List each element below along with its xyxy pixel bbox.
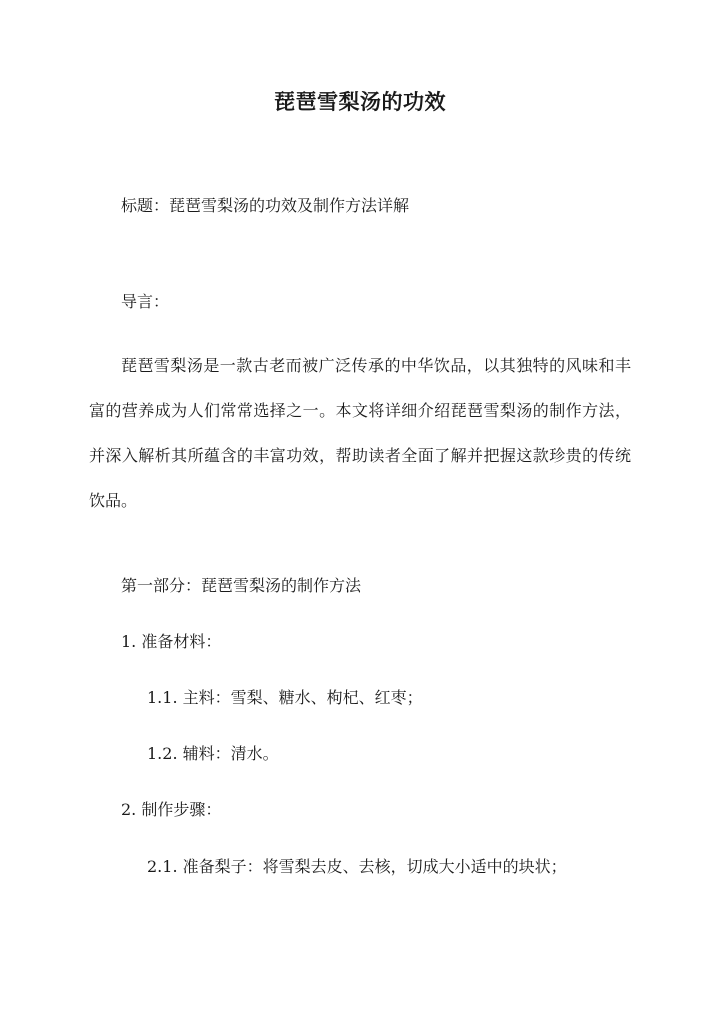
- intro-heading: 导言：: [121, 292, 170, 311]
- subtitle-line: 标题：琵琶雪梨汤的功效及制作方法详解: [121, 196, 410, 215]
- list-item-1-2: 1.2. 辅料：清水。: [147, 744, 279, 763]
- list-item-1-1: 1.1. 主料：雪梨、糖水、枸杞、红枣；: [147, 688, 423, 707]
- part1-heading: 第一部分：琵琶雪梨汤的制作方法: [121, 576, 362, 595]
- list-item-2: 2. 制作步骤：: [121, 800, 222, 819]
- list-item-1: 1. 准备材料：: [121, 632, 222, 651]
- intro-paragraph: 琵琶雪梨汤是一款古老而被广泛传承的中华饮品，以其独特的风味和丰富的营养成为人们常常选择之一。本文将详细介绍琵琶雪梨汤的制作方法，并深入解析其所蕴含的丰富功效，帮助读者全面了解并把握这款珍贵的传统饮品。: [89, 356, 631, 510]
- list-item-2-1: 2.1. 准备梨子：将雪梨去皮、去核，切成大小适中的块状；: [147, 857, 567, 876]
- document-title: 琵琶雪梨汤的功效: [274, 89, 446, 114]
